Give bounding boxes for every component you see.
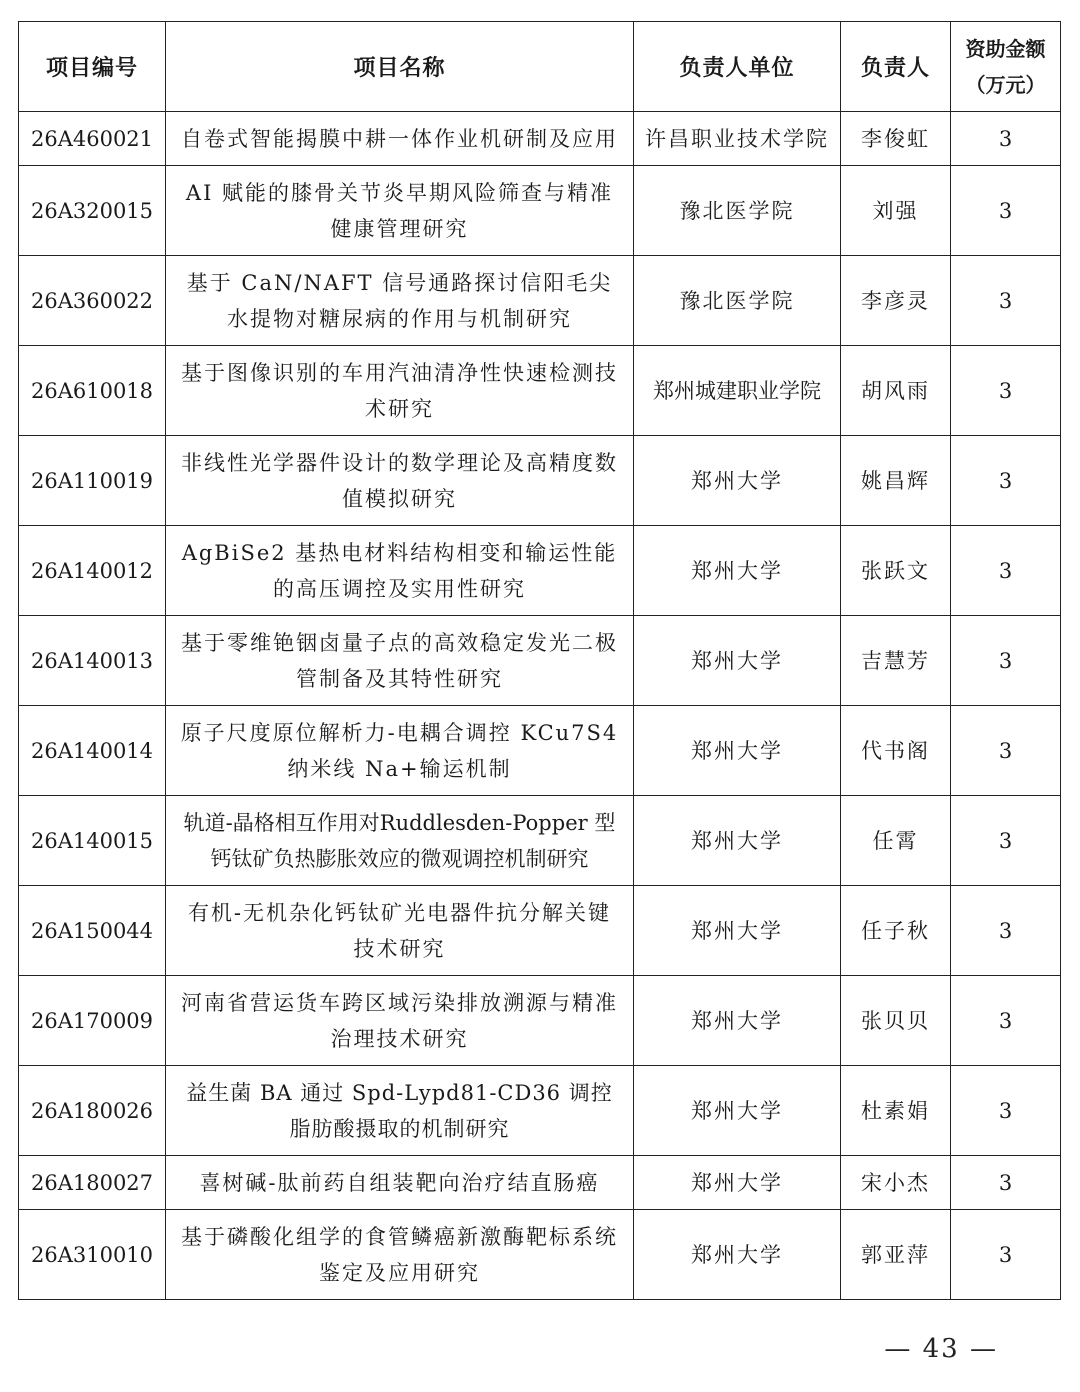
project-name-cell: 基于 CaN/NAFT 信号通路探讨信阳毛尖水提物对糖尿病的作用与机制研究 xyxy=(166,256,634,346)
table-row xyxy=(19,886,1061,976)
amount-cell: 3 xyxy=(951,436,1061,526)
leader-cell: 宋小杰 xyxy=(841,1156,951,1210)
leader-cell: 姚昌辉 xyxy=(841,436,951,526)
leader-unit-cell: 郑州大学 xyxy=(634,796,841,886)
header-project-name: 项目名称 xyxy=(166,22,634,112)
project-code-cell: 26A110019 xyxy=(19,436,166,526)
header-funding-amount: 资助金额（万元） xyxy=(951,22,1061,112)
project-name-cell: 有机-无机杂化钙钛矿光电器件抗分解关键技术研究 xyxy=(166,886,634,976)
amount-cell: 3 xyxy=(951,616,1061,706)
project-code-cell: 26A180027 xyxy=(19,1156,166,1210)
project-name-cell: 基于图像识别的车用汽油清净性快速检测技术研究 xyxy=(166,346,634,436)
project-name-cell: 非线性光学器件设计的数学理论及高精度数值模拟研究 xyxy=(166,436,634,526)
project-code-cell: 26A360022 xyxy=(19,256,166,346)
amount-cell: 3 xyxy=(951,706,1061,796)
header-project-code: 项目编号 xyxy=(19,22,166,112)
leader-unit-cell: 郑州大学 xyxy=(634,706,841,796)
project-name-cell: AI 赋能的膝骨关节炎早期风险筛查与精准健康管理研究 xyxy=(166,166,634,256)
project-code-cell: 26A180026 xyxy=(19,1066,166,1156)
project-name-cell: 轨道-晶格相互作用对Ruddlesden-Popper 型钙钛矿负热膨胀效应的微观调控机制研究 xyxy=(166,796,634,886)
table-row xyxy=(19,796,1061,886)
header-row xyxy=(19,22,1061,112)
project-code-cell: 26A610018 xyxy=(19,346,166,436)
project-code-cell: 26A140013 xyxy=(19,616,166,706)
leader-cell: 胡风雨 xyxy=(841,346,951,436)
project-name-cell: 基于零维铯铟卤量子点的高效稳定发光二极管制备及其特性研究 xyxy=(166,616,634,706)
leader-unit-cell: 豫北医学院 xyxy=(634,256,841,346)
table-row xyxy=(19,706,1061,796)
table-row xyxy=(19,112,1061,166)
leader-cell: 任子秋 xyxy=(841,886,951,976)
amount-cell: 3 xyxy=(951,1066,1061,1156)
amount-cell: 3 xyxy=(951,796,1061,886)
table-row xyxy=(19,346,1061,436)
amount-cell: 3 xyxy=(951,256,1061,346)
leader-cell: 刘强 xyxy=(841,166,951,256)
leader-unit-cell: 许昌职业技术学院 xyxy=(634,112,841,166)
leader-cell: 吉慧芳 xyxy=(841,616,951,706)
amount-cell: 3 xyxy=(951,166,1061,256)
project-code-cell: 26A150044 xyxy=(19,886,166,976)
project-name-cell: 基于磷酸化组学的食管鳞癌新激酶靶标系统鉴定及应用研究 xyxy=(166,1210,634,1300)
project-name-cell: 益生菌 BA 通过 Spd-Lypd81-CD36 调控脂肪酸摄取的机制研究 xyxy=(166,1066,634,1156)
table-row xyxy=(19,1066,1061,1156)
table-row xyxy=(19,616,1061,706)
table-row xyxy=(19,1156,1061,1210)
leader-unit-cell: 郑州大学 xyxy=(634,1210,841,1300)
project-name-cell: 喜树碱-肽前药自组装靶向治疗结直肠癌 xyxy=(166,1156,634,1210)
project-name-cell: 原子尺度原位解析力-电耦合调控 KCu7S4 纳米线 Na+输运机制 xyxy=(166,706,634,796)
project-name-cell: AgBiSe2 基热电材料结构相变和输运性能的高压调控及实用性研究 xyxy=(166,526,634,616)
project-name-cell: 自卷式智能揭膜中耕一体作业机研制及应用 xyxy=(166,112,634,166)
amount-cell: 3 xyxy=(951,346,1061,436)
project-code-cell: 26A170009 xyxy=(19,976,166,1066)
leader-unit-cell: 郑州大学 xyxy=(634,1156,841,1210)
leader-cell: 任霄 xyxy=(841,796,951,886)
table-row xyxy=(19,1210,1061,1300)
leader-cell: 李彦灵 xyxy=(841,256,951,346)
leader-unit-cell: 豫北医学院 xyxy=(634,166,841,256)
table-row xyxy=(19,166,1061,256)
leader-cell: 张贝贝 xyxy=(841,976,951,1066)
project-code-cell: 26A140015 xyxy=(19,796,166,886)
amount-cell: 3 xyxy=(951,112,1061,166)
leader-unit-cell: 郑州大学 xyxy=(634,1066,841,1156)
amount-cell: 3 xyxy=(951,1156,1061,1210)
leader-unit-cell: 郑州大学 xyxy=(634,886,841,976)
table-row xyxy=(19,436,1061,526)
header-leader-unit: 负责人单位 xyxy=(634,22,841,112)
leader-unit-cell: 郑州大学 xyxy=(634,976,841,1066)
project-code-cell: 26A310010 xyxy=(19,1210,166,1300)
amount-cell: 3 xyxy=(951,526,1061,616)
header-leader: 负责人 xyxy=(841,22,951,112)
leader-unit-cell: 郑州大学 xyxy=(634,616,841,706)
leader-unit-cell: 郑州城建职业学院 xyxy=(634,346,841,436)
project-code-cell: 26A460021 xyxy=(19,112,166,166)
leader-cell: 郭亚萍 xyxy=(841,1210,951,1300)
table-row xyxy=(19,526,1061,616)
project-code-cell: 26A140014 xyxy=(19,706,166,796)
amount-cell: 3 xyxy=(951,886,1061,976)
leader-unit-cell: 郑州大学 xyxy=(634,526,841,616)
amount-cell: 3 xyxy=(951,1210,1061,1300)
leader-cell: 杜素娟 xyxy=(841,1066,951,1156)
funding-table xyxy=(18,21,1061,1300)
leader-unit-cell: 郑州大学 xyxy=(634,436,841,526)
table-row xyxy=(19,976,1061,1066)
leader-cell: 代书阁 xyxy=(841,706,951,796)
project-code-cell: 26A320015 xyxy=(19,166,166,256)
project-name-cell: 河南省营运货车跨区域污染排放溯源与精准治理技术研究 xyxy=(166,976,634,1066)
leader-cell: 李俊虹 xyxy=(841,112,951,166)
amount-cell: 3 xyxy=(951,976,1061,1066)
table-row xyxy=(19,256,1061,346)
page-number: — 43 — xyxy=(884,1334,998,1364)
leader-cell: 张跃文 xyxy=(841,526,951,616)
project-code-cell: 26A140012 xyxy=(19,526,166,616)
